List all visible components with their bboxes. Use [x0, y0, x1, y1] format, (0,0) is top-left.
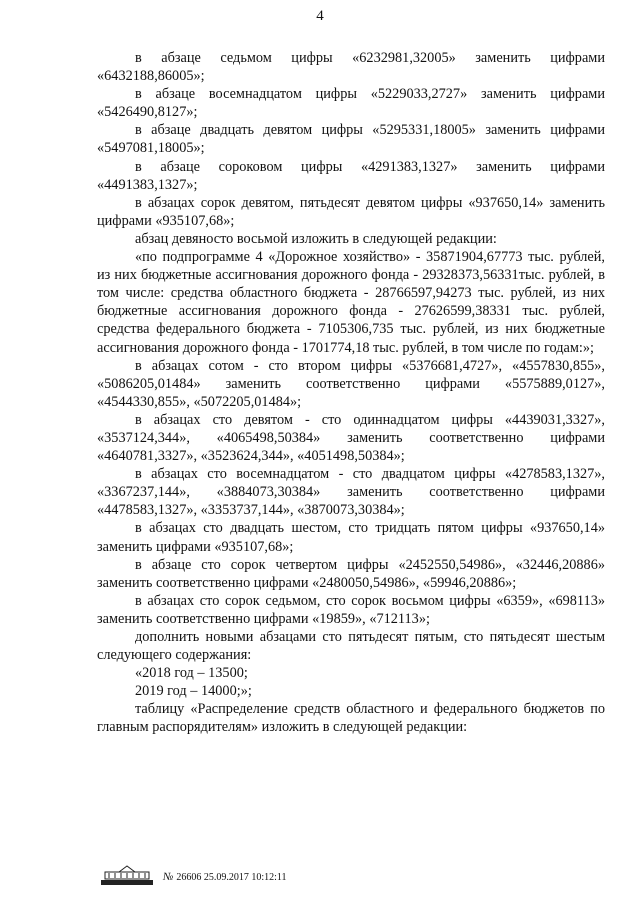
paragraph: в абзаце сто сорок четвертом цифры «2452550,54986», «32446,20886» заменить соответственно цифрами «2480050,54986», «59946,20886»;	[97, 556, 605, 591]
paragraph: в абзацах сто двадцать шестом, сто тридцать пятом цифры «937650,14» заменить цифрами «935107,68»;	[97, 520, 605, 555]
paragraph: «2018 год – 13500;	[135, 665, 248, 682]
paragraph: 2019 год – 14000;»;	[135, 683, 252, 700]
registration-stamp	[163, 871, 287, 883]
registration-number-datetime: 26606 25.09.2017 10:12:11	[176, 872, 287, 883]
document-body	[97, 49, 605, 737]
paragraph: таблицу «Распределение средств областного и федерального бюджетов по главным распорядителям» изложить в следующей редакции:	[97, 701, 605, 736]
paragraph: в абзаце сороковом цифры «4291383,1327» заменить цифрами «4491383,1327»;	[97, 158, 605, 193]
number-sign: №	[163, 871, 174, 883]
paragraph: в абзаце седьмом цифры «6232981,32005» заменить цифрами «6432188,86005»;	[97, 50, 605, 85]
paragraph: в абзаце восемнадцатом цифры «5229033,2727» заменить цифрами «5426490,8127»;	[97, 86, 605, 121]
paragraph: «по подпрограмме 4 «Дорожное хозяйство» - 35871904,67773 тыс. рублей, из них бюджетные ассигнования дорожного фонда - 29328373,56331тыс. рублей, в том числе: средства областного бюджета - 28766597,94273 тыс. рублей, из них бюджетные ассигнования дорожного фонда - 27626599,38331 тыс. рублей, средства федерального бюджета - 7105306,735 тыс. рублей, из них бюджетные ассигнования дорожного фонда - 1701774,18 тыс. рублей, в том числе по годам:»;	[97, 249, 605, 356]
paragraph: в абзацах сто сорок седьмом, сто сорок восьмом цифры «6359», «698113» заменить соответственно цифрами «19859», «712113»;	[97, 592, 605, 627]
page-number: 4	[316, 8, 324, 24]
paragraph: в абзацах сотом - сто втором цифры «5376681,4727», «4557830,855», «5086205,01484» заменить соответственно цифрами «5575889,0127», «4544330,855», «5072205,01484»;	[97, 357, 605, 410]
registry-building-logo-icon	[99, 864, 155, 886]
paragraph: абзац девяносто восьмой изложить в следующей редакции:	[135, 230, 497, 247]
paragraph: дополнить новыми абзацами сто пятьдесят пятым, сто пятьдесят шестым следующего содержания:	[97, 629, 605, 664]
paragraph: в абзаце двадцать девятом цифры «5295331,18005» заменить цифрами «5497081,18005»;	[97, 122, 605, 157]
paragraph: в абзацах сто восемнадцатом - сто двадцатом цифры «4278583,1327», «3367237,144», «3884073,30384» заменить соответственно цифрами «4478583,1327», «3353737,144», «3870073,30384»;	[97, 466, 605, 519]
paragraph: в абзацах сорок девятом, пятьдесят девятом цифры «937650,14» заменить цифрами «935107,68»;	[97, 194, 605, 229]
paragraph: в абзацах сто девятом - сто одиннадцатом цифры «4439031,3327», «3537124,344», «4065498,50384» заменить соответственно цифрами «4640781,3327», «3523624,344», «4051498,50384»;	[97, 411, 605, 465]
